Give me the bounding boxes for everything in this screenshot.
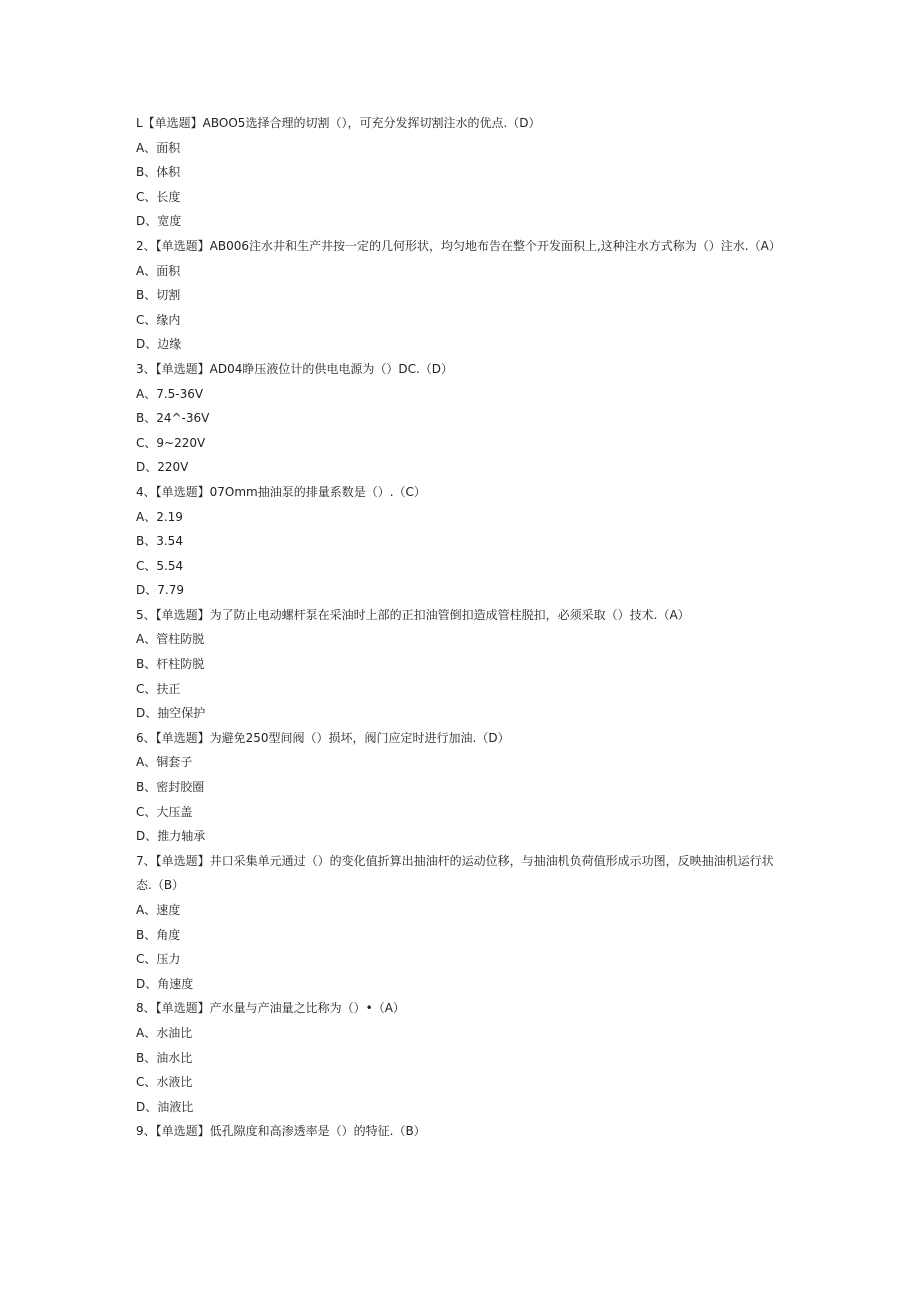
- question-3-option-c: C、9~220V: [136, 435, 206, 450]
- question-7-option-d: D、角速度: [136, 976, 194, 991]
- question-3-stem: 3、【单选题】AD04睁压液位计的供电电源为（）DC.（D）: [136, 361, 454, 376]
- question-8-option-b: B、油水比: [136, 1050, 193, 1065]
- question-7-option-c: C、压力: [136, 952, 181, 967]
- question-4-option-b: B、3.54: [136, 534, 183, 549]
- question-6-option-d: D、推力轴承: [136, 829, 206, 844]
- question-9-stem: 9、【单选题】低孔隙度和高渗透率是（）的特征.（B）: [136, 1124, 426, 1139]
- question-2-stem: 2、【单选题】AB006注水井和生产井按一定的几何形状，均匀地布告在整个开发面积上,这种注水方式称为（）注水.（A）: [136, 238, 781, 253]
- question-3-option-a: A、7.5-36V: [136, 386, 204, 401]
- question-5-option-d: D、抽空保护: [136, 706, 206, 721]
- question-list: [136, 111, 786, 1144]
- question-4-option-c: C、5.54: [136, 558, 184, 573]
- question-8-option-d: D、油液比: [136, 1099, 194, 1114]
- question-5-option-c: C、扶正: [136, 681, 181, 696]
- question-6-option-a: A、铜套子: [136, 755, 193, 770]
- question-1-option-a: A、面积: [136, 140, 181, 155]
- question-5-stem: 5、【单选题】为了防止电动螺杆泵在采油时上部的正扣油管倒扣造成管柱脱扣，必须采取（）技术.（A）: [136, 607, 690, 622]
- question-5-option-b: B、杆柱防脱: [136, 657, 205, 672]
- question-3-option-d: D、220V: [136, 460, 189, 475]
- question-8-option-c: C、水液比: [136, 1075, 193, 1090]
- question-4-stem: 4、【单选题】07Omm抽油泵的排量系数是（）.（C）: [136, 484, 426, 499]
- question-6-option-c: C、大压盖: [136, 804, 193, 819]
- question-6-stem: 6、【单选题】为避免250型间阀（）损坏，阀门应定时进行加油.（D）: [136, 730, 510, 745]
- question-8-option-a: A、水油比: [136, 1025, 193, 1040]
- question-2-option-c: C、缘内: [136, 312, 181, 327]
- question-8-stem: 8、【单选题】产水量与产油量之比称为（）•（A）: [136, 1001, 405, 1016]
- question-7-stem: 7、【单选题】井口采集单元通过（）的变化值折算出抽油杆的运动位移，与抽油机负荷值形成示功图，反映抽油机运行状态.（B）: [136, 853, 774, 893]
- question-2-option-b: B、切割: [136, 288, 181, 303]
- question-7-option-a: A、速度: [136, 903, 181, 917]
- question-3-option-b: B、24^-36V: [136, 411, 210, 426]
- question-1-option-b: B、体积: [136, 165, 181, 180]
- question-4-option-a: A、2.19: [136, 509, 183, 524]
- question-1-option-c: C、长度: [136, 189, 181, 204]
- question-1-option-d: D、宽度: [136, 214, 182, 229]
- question-2-option-d: D、边缘: [136, 337, 182, 352]
- question-7-option-b: B、角度: [136, 927, 181, 942]
- question-6-option-b: B、密封胶圈: [136, 780, 205, 795]
- question-4-option-d: D、7.79: [136, 583, 184, 598]
- question-1-stem: L【单选题】ABOO5选择合理的切割（），可充分发挥切割注水的优点.（D）: [136, 116, 541, 130]
- question-2-option-a: A、面积: [136, 263, 181, 278]
- question-5-option-a: A、管柱防脱: [136, 632, 205, 647]
